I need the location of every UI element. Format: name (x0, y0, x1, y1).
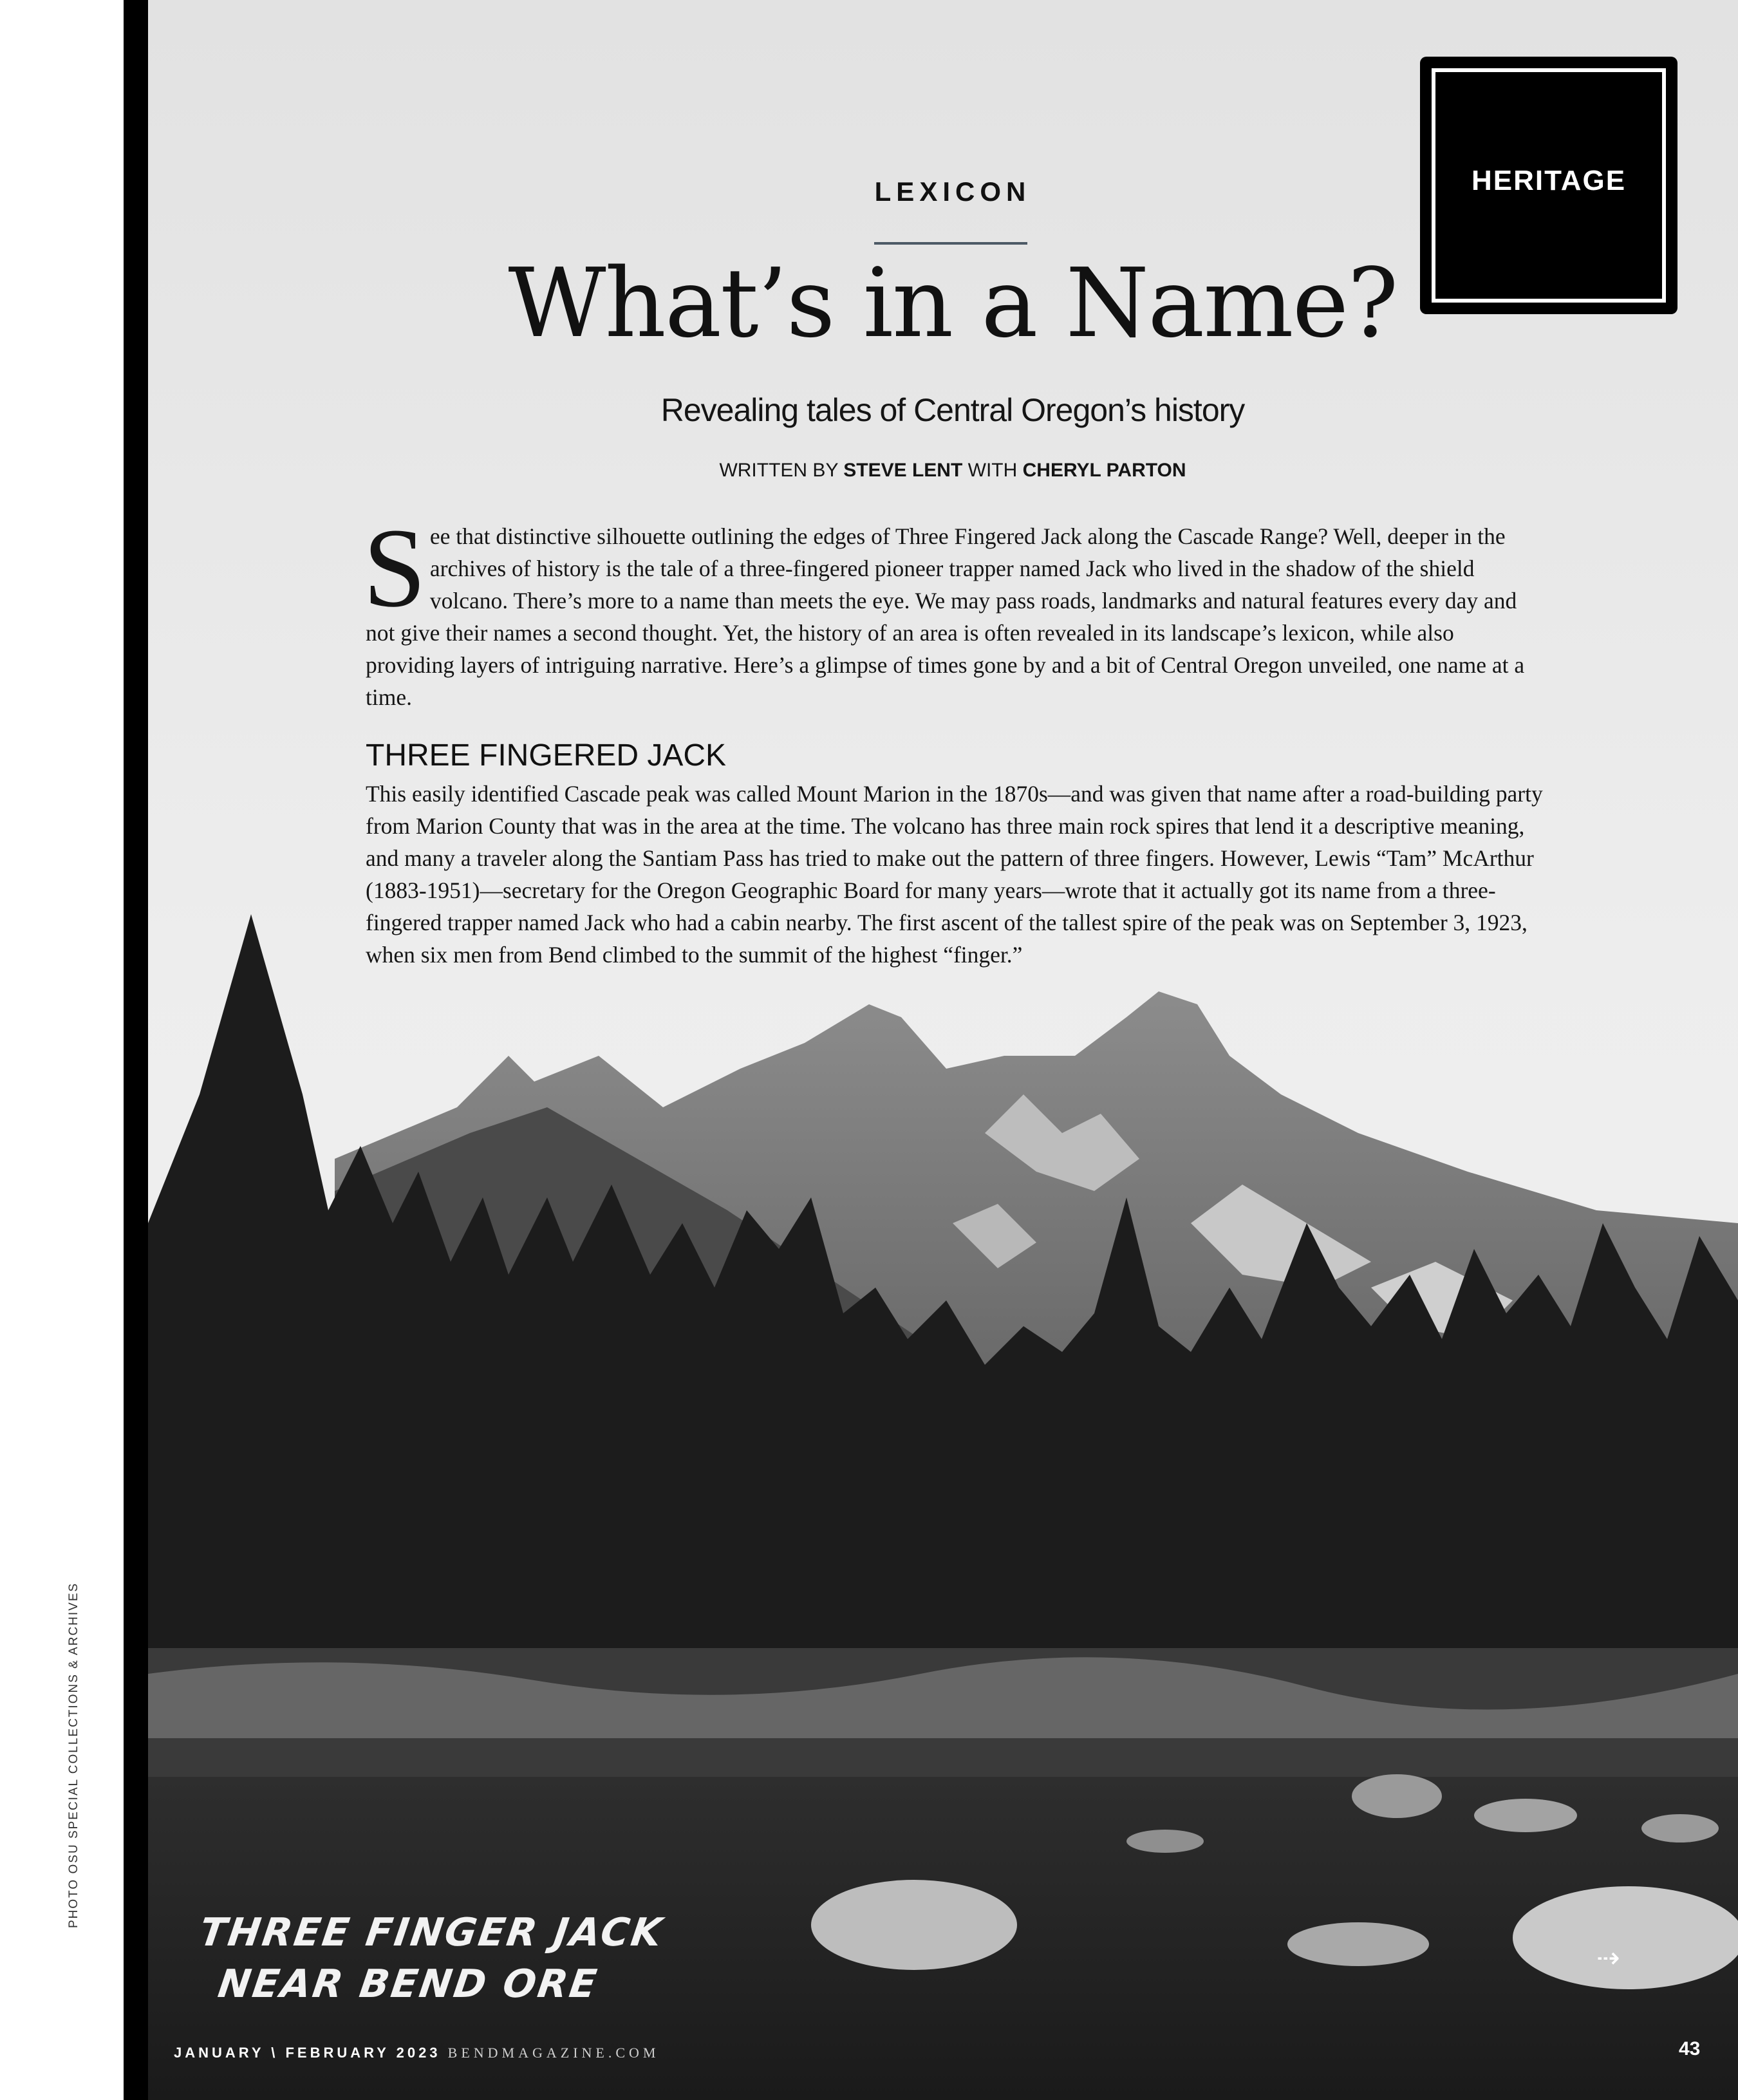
section-tag-label: HERITAGE (1471, 165, 1627, 196)
section-body: This easily identified Cascade peak was called Mount Marion in the 1870s—and was given that name after a road-building party from Marion County that was in the area at the time. The volcano has three main rock spires that lend it a descriptive meaning, and many a traveler along the Santiam Pass has tried to make out the pattern of three fingers. However, Lewis “Tam” McArthur (1883-1951)—secretary for the Oregon Geographic Board for many years—wrote that it actually got its name from a three-fingered trapper named Jack who had a cabin nearby. The first ascent of the tallest spire of the peak was on September 3, 1923, when six men from Bend climbed to the summit of the highest “finger.” (366, 781, 1543, 968)
black-spine-bar (124, 0, 148, 2100)
caption-line-2: NEAR BEND ORE (215, 1962, 601, 2007)
left-margin (0, 0, 124, 2100)
section-heading: THREE FINGERED JACK (366, 738, 727, 773)
byline-coauthor: CHERYL PARTON (1022, 460, 1186, 481)
headline: What’s in a Name? (508, 248, 1397, 359)
intro-text: ee that distinctive silhouette outlining the edges of Three Fingered Jack along the Cascade Range? Well, deeper in the archives of history is the tale of a three-fingered pioneer trapper named Jack who lived in the shadow of the shield volcano. There’s more to a name than meets the eye. We may pass roads, landmarks and natural features every day and not give their names a second thought. Yet, the history of an area is often revealed in its landscape’s lexicon, while also providing layers of intriguing narrative. Here’s a glimpse of times gone by and a bit of Central Oregon unveiled, one name at a time. (366, 523, 1525, 710)
photo-credit: PHOTO OSU SPECIAL COLLECTIONS & ARCHIVES (67, 1582, 80, 1928)
section-tag-box (1420, 57, 1677, 314)
photo-handwritten-caption (189, 1907, 667, 2010)
kicker-divider (874, 242, 1027, 245)
folio-site: BENDMAGAZINE.COM (447, 2045, 660, 2061)
page-number: 43 (1679, 2038, 1701, 2059)
intro-paragraph (363, 505, 1540, 713)
folio-issue: JANUARY \ FEBRUARY 2023 (174, 2045, 441, 2061)
byline-author: STEVE LENT (843, 460, 963, 481)
drop-cap: S (363, 505, 426, 631)
kicker: LEXICON (874, 176, 1031, 207)
byline-prefix: WRITTEN BY (719, 460, 838, 481)
byline-connector: WITH (967, 460, 1018, 481)
folio (174, 2045, 660, 2061)
continue-arrow-icon: ⇢ (1596, 1942, 1620, 1974)
deck: Revealing tales of Central Oregon’s history (660, 392, 1245, 428)
caption-line-1: THREE FINGER JACK (196, 1910, 667, 1955)
byline (579, 460, 1326, 482)
